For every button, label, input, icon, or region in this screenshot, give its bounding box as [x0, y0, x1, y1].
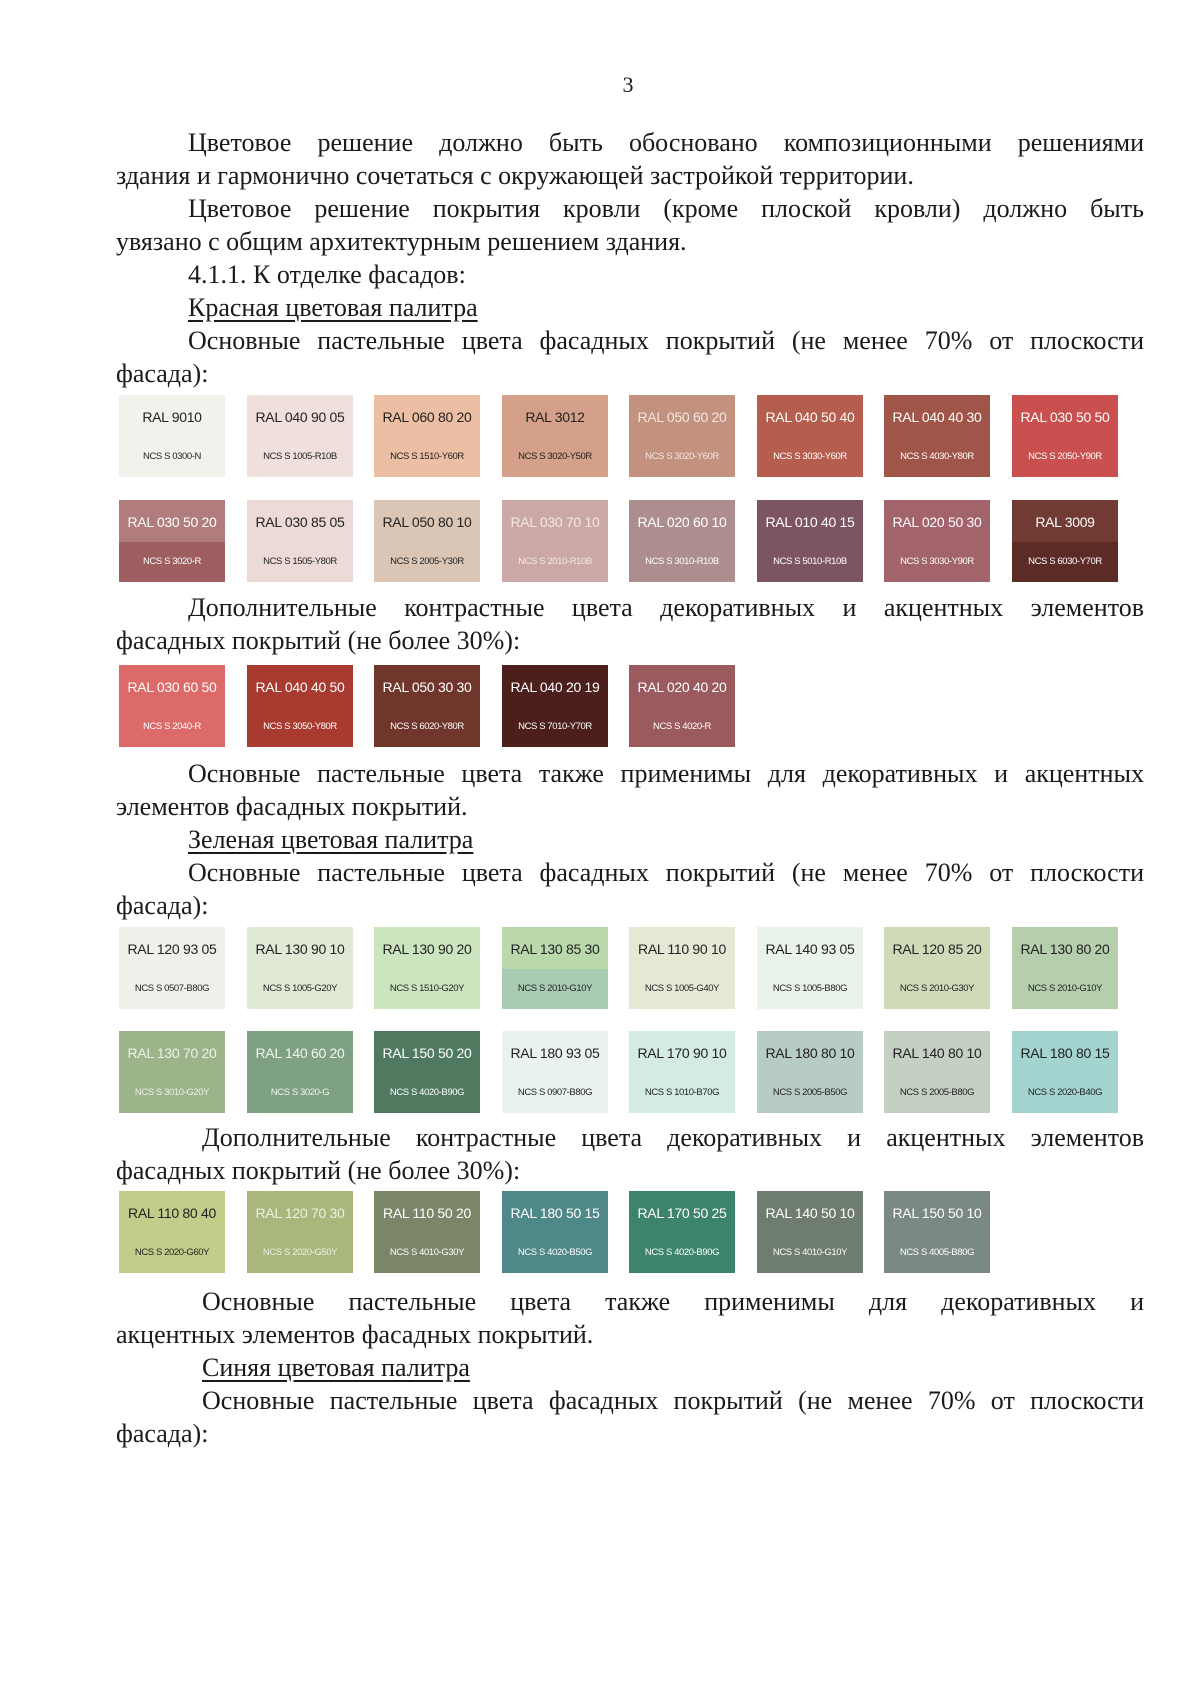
- color-swatch: [757, 500, 863, 582]
- color-swatch: [629, 1191, 735, 1273]
- page-number: 3: [622, 72, 634, 97]
- color-swatch: [374, 665, 480, 747]
- swatch-ncs-code: NCS S 3050-Y80R: [247, 707, 353, 747]
- red-palette-title: Красная цветовая палитра: [188, 293, 478, 322]
- swatch-ral-code: RAL 030 85 05: [255, 514, 345, 530]
- color-swatch: [629, 1031, 735, 1113]
- swatch-ral-code: RAL 180 93 05: [510, 1045, 600, 1061]
- swatch-ral-code: RAL 130 80 20: [1020, 941, 1110, 957]
- color-swatch: [1012, 500, 1118, 582]
- swatch-ral-code: RAL 030 50 50: [1020, 409, 1110, 425]
- color-swatch: [374, 927, 480, 1009]
- color-swatch: [757, 1191, 863, 1273]
- swatch-ncs-code: NCS S 1005-G20Y: [247, 969, 353, 1009]
- color-swatch: [119, 927, 225, 1009]
- green-contrast-text-line-2: фасадных покрытий (не более 30%):: [116, 1156, 521, 1185]
- swatch-ncs-code: NCS S 2010-G10Y: [1012, 969, 1118, 1009]
- swatch-ral-code: RAL 020 60 10: [637, 514, 727, 530]
- swatch-ral-code: RAL 040 40 50: [255, 679, 345, 695]
- swatch-ncs-code: NCS S 1510-Y60R: [374, 437, 480, 477]
- red-main-swatches-row-2: [119, 500, 1129, 582]
- intro-paragraph-1-line-1: Цветовое решение должно быть обосновано композиционными решениями: [188, 128, 1144, 157]
- swatch-ral-code: RAL 170 50 25: [637, 1205, 727, 1221]
- swatch-ncs-code: NCS S 4020-R: [629, 707, 735, 747]
- swatch-ral-code: RAL 140 80 10: [892, 1045, 982, 1061]
- swatch-ncs-code: NCS S 3020-G: [247, 1073, 353, 1113]
- blue-palette-title: Синяя цветовая палитра: [202, 1353, 470, 1382]
- swatch-ncs-code: NCS S 2020-B40G: [1012, 1073, 1118, 1113]
- swatch-ncs-code: NCS S 0300-N: [119, 437, 225, 477]
- swatch-ral-code: RAL 050 80 10: [382, 514, 472, 530]
- swatch-ral-code: RAL 030 70 10: [510, 514, 600, 530]
- color-swatch: [629, 665, 735, 747]
- color-swatch: [247, 395, 353, 477]
- color-swatch: [119, 1031, 225, 1113]
- green-main-text-line-2: фасада):: [116, 891, 209, 920]
- green-contrast-text-line-1: Дополнительные контрастные цвета декоративных и акцентных элементов: [202, 1123, 1144, 1152]
- green-note-line-1: Основные пастельные цвета также применимы для декоративных и: [202, 1287, 1144, 1316]
- color-swatch: [757, 395, 863, 477]
- green-main-swatches-row-2: [119, 1031, 1129, 1113]
- color-swatch: [629, 927, 735, 1009]
- color-swatch: [247, 500, 353, 582]
- swatch-ncs-code: NCS S 1510-G20Y: [374, 969, 480, 1009]
- swatch-ral-code: RAL 110 80 40: [128, 1205, 216, 1221]
- swatch-ncs-code: NCS S 2020-G50Y: [247, 1233, 353, 1273]
- green-main-text-line-1: Основные пастельные цвета фасадных покрытий (не менее 70% от плоскости: [188, 858, 1144, 887]
- swatch-ral-code: RAL 120 93 05: [127, 941, 217, 957]
- red-note-line-1: Основные пастельные цвета также применимы для декоративных и акцентных: [188, 759, 1144, 788]
- color-swatch: [247, 1191, 353, 1273]
- color-swatch: [119, 500, 225, 582]
- swatch-ral-code: RAL 110 50 20: [383, 1205, 471, 1221]
- swatch-ral-code: RAL 150 50 20: [382, 1045, 472, 1061]
- color-swatch: [119, 665, 225, 747]
- blue-main-text-line-1: Основные пастельные цвета фасадных покрытий (не менее 70% от плоскости: [202, 1386, 1144, 1415]
- swatch-ral-code: RAL 040 90 05: [255, 409, 345, 425]
- swatch-ral-code: RAL 140 93 05: [765, 941, 855, 957]
- swatch-ral-code: RAL 040 20 19: [510, 679, 600, 695]
- swatch-ncs-code: NCS S 2005-B50G: [757, 1073, 863, 1113]
- swatch-ral-code: RAL 130 90 10: [255, 941, 345, 957]
- swatch-ncs-code: NCS S 3010-G20Y: [119, 1073, 225, 1113]
- swatch-ncs-code: NCS S 3020-Y50R: [502, 437, 608, 477]
- swatch-ncs-code: NCS S 3020-R: [119, 542, 225, 582]
- color-swatch: [884, 1031, 990, 1113]
- swatch-ncs-code: NCS S 1005-R10B: [247, 437, 353, 477]
- swatch-ral-code: RAL 180 80 10: [765, 1045, 855, 1061]
- red-note-line-2: элементов фасадных покрытий.: [116, 792, 468, 821]
- swatch-ral-code: RAL 020 40 20: [637, 679, 727, 695]
- swatch-ral-code: RAL 120 85 20: [892, 941, 982, 957]
- color-swatch: [884, 395, 990, 477]
- swatch-ncs-code: NCS S 4020-B50G: [502, 1233, 608, 1273]
- intro-paragraph-2-line-2: увязано с общим архитектурным решением здания.: [116, 227, 687, 256]
- swatch-ncs-code: NCS S 1005-B80G: [757, 969, 863, 1009]
- color-swatch: [629, 500, 735, 582]
- swatch-ncs-code: NCS S 6020-Y80R: [374, 707, 480, 747]
- color-swatch: [502, 927, 608, 1009]
- swatch-ncs-code: NCS S 4020-B90G: [629, 1233, 735, 1273]
- color-swatch: [502, 1031, 608, 1113]
- swatch-ncs-code: NCS S 1005-G40Y: [629, 969, 735, 1009]
- color-swatch: [119, 395, 225, 477]
- swatch-ncs-code: NCS S 2020-G60Y: [119, 1233, 225, 1273]
- swatch-ncs-code: NCS S 0907-B80G: [502, 1073, 608, 1113]
- swatch-ncs-code: NCS S 2050-Y90R: [1012, 437, 1118, 477]
- swatch-ral-code: RAL 130 90 20: [382, 941, 472, 957]
- swatch-ncs-code: NCS S 2010-G30Y: [884, 969, 990, 1009]
- swatch-ral-code: RAL 170 90 10: [637, 1045, 727, 1061]
- swatch-ncs-code: NCS S 4010-G30Y: [374, 1233, 480, 1273]
- swatch-ncs-code: NCS S 4005-B80G: [884, 1233, 990, 1273]
- swatch-ncs-code: NCS S 0507-B80G: [119, 969, 225, 1009]
- red-contrast-text-line-1: Дополнительные контрастные цвета декоративных и акцентных элементов: [188, 593, 1144, 622]
- swatch-ral-code: RAL 130 85 30: [510, 941, 600, 957]
- color-swatch: [1012, 1031, 1118, 1113]
- color-swatch: [247, 1031, 353, 1113]
- swatch-ncs-code: NCS S 4010-G10Y: [757, 1233, 863, 1273]
- color-swatch: [1012, 927, 1118, 1009]
- color-swatch: [884, 1191, 990, 1273]
- swatch-ncs-code: NCS S 1010-B70G: [629, 1073, 735, 1113]
- swatch-ral-code: RAL 050 60 20: [637, 409, 727, 425]
- red-contrast-swatches-row: [119, 665, 1129, 747]
- color-swatch: [757, 1031, 863, 1113]
- color-swatch: [247, 927, 353, 1009]
- swatch-ncs-code: NCS S 2005-B80G: [884, 1073, 990, 1113]
- swatch-ral-code: RAL 010 40 15: [765, 514, 855, 530]
- swatch-ncs-code: NCS S 2040-R: [119, 707, 225, 747]
- swatch-ncs-code: NCS S 2010-R10B: [502, 542, 608, 582]
- swatch-ral-code: RAL 180 80 15: [1020, 1045, 1110, 1061]
- swatch-ral-code: RAL 140 60 20: [255, 1045, 345, 1061]
- swatch-ral-code: RAL 150 50 10: [892, 1205, 982, 1221]
- swatch-ral-code: RAL 060 80 20: [382, 409, 472, 425]
- swatch-ncs-code: NCS S 4020-B90G: [374, 1073, 480, 1113]
- green-contrast-swatches-row: [119, 1191, 1129, 1273]
- color-swatch: [502, 665, 608, 747]
- color-swatch: [629, 395, 735, 477]
- swatch-ncs-code: NCS S 1505-Y80R: [247, 542, 353, 582]
- blue-main-text-line-2: фасада):: [116, 1419, 209, 1448]
- swatch-ral-code: RAL 110 90 10: [638, 941, 726, 957]
- swatch-ral-code: RAL 030 50 20: [127, 514, 217, 530]
- swatch-ral-code: RAL 050 30 30: [382, 679, 472, 695]
- swatch-ncs-code: NCS S 7010-Y70R: [502, 707, 608, 747]
- color-swatch: [374, 1191, 480, 1273]
- swatch-ral-code: RAL 180 50 15: [510, 1205, 600, 1221]
- swatch-ncs-code: NCS S 2010-G10Y: [502, 969, 608, 1009]
- intro-paragraph-1-line-2: здания и гармонично сочетаться с окружающей застройкой территории.: [116, 161, 914, 190]
- green-main-swatches-row-1: [119, 927, 1129, 1009]
- swatch-ral-code: RAL 040 50 40: [765, 409, 855, 425]
- swatch-ral-code: RAL 130 70 20: [127, 1045, 217, 1061]
- red-main-text-line-1: Основные пастельные цвета фасадных покрытий (не менее 70% от плоскости: [188, 326, 1144, 355]
- color-swatch: [502, 1191, 608, 1273]
- green-note-line-2: акцентных элементов фасадных покрытий.: [116, 1320, 594, 1349]
- red-main-swatches-row-1: [119, 395, 1129, 477]
- red-contrast-text-line-2: фасадных покрытий (не более 30%):: [116, 626, 521, 655]
- color-swatch: [884, 500, 990, 582]
- swatch-ncs-code: NCS S 3030-Y90R: [884, 542, 990, 582]
- swatch-ncs-code: NCS S 5010-R10B: [757, 542, 863, 582]
- swatch-ral-code: RAL 3009: [1035, 514, 1095, 530]
- swatch-ncs-code: NCS S 4030-Y80R: [884, 437, 990, 477]
- swatch-ncs-code: NCS S 6030-Y70R: [1012, 542, 1118, 582]
- section-title: 4.1.1. К отделке фасадов:: [188, 260, 466, 289]
- color-swatch: [884, 927, 990, 1009]
- swatch-ncs-code: NCS S 3010-R10B: [629, 542, 735, 582]
- color-swatch: [757, 927, 863, 1009]
- swatch-ncs-code: NCS S 3030-Y60R: [757, 437, 863, 477]
- green-palette-title: Зеленая цветовая палитра: [188, 825, 474, 854]
- swatch-ncs-code: NCS S 3020-Y60R: [629, 437, 735, 477]
- swatch-ral-code: RAL 030 60 50: [127, 679, 217, 695]
- swatch-ncs-code: NCS S 2005-Y30R: [374, 542, 480, 582]
- swatch-ral-code: RAL 140 50 10: [765, 1205, 855, 1221]
- swatch-ral-code: RAL 9010: [142, 409, 202, 425]
- swatch-ral-code: RAL 3012: [525, 409, 585, 425]
- color-swatch: [374, 1031, 480, 1113]
- red-main-text-line-2: фасада):: [116, 359, 209, 388]
- swatch-ral-code: RAL 020 50 30: [892, 514, 982, 530]
- color-swatch: [502, 500, 608, 582]
- color-swatch: [119, 1191, 225, 1273]
- swatch-ral-code: RAL 120 70 30: [255, 1205, 345, 1221]
- color-swatch: [374, 395, 480, 477]
- color-swatch: [502, 395, 608, 477]
- swatch-ral-code: RAL 040 40 30: [892, 409, 982, 425]
- color-swatch: [1012, 395, 1118, 477]
- color-swatch: [374, 500, 480, 582]
- intro-paragraph-2-line-1: Цветовое решение покрытия кровли (кроме плоской кровли) должно быть: [188, 194, 1144, 223]
- color-swatch: [247, 665, 353, 747]
